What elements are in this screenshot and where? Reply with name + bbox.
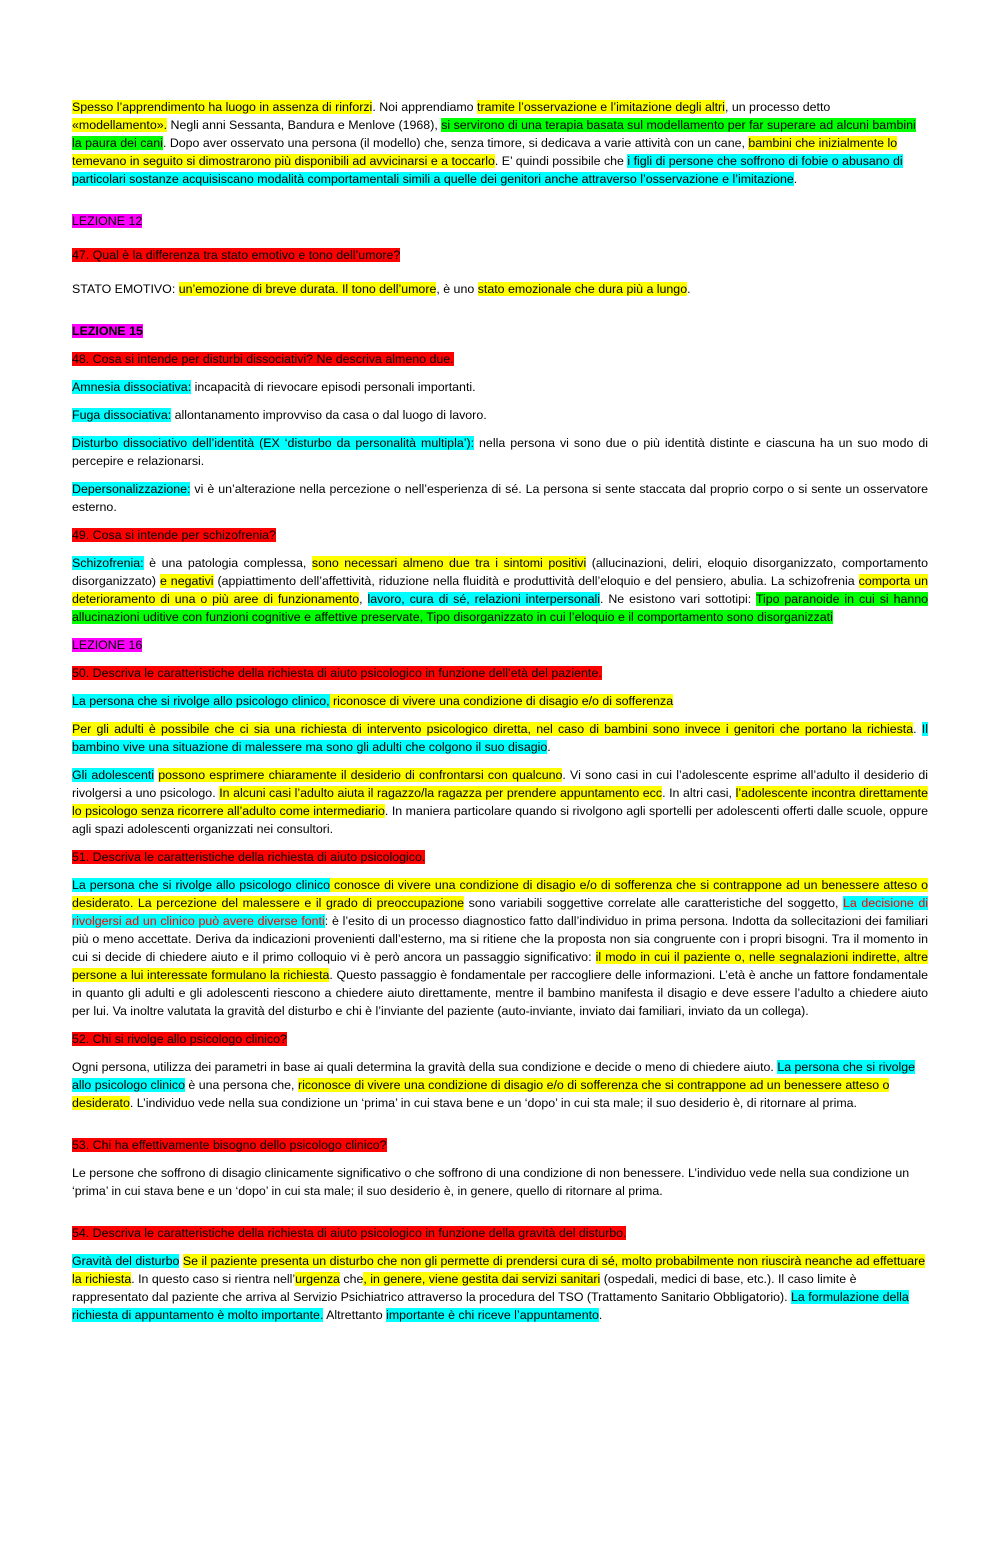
- highlighted-text: il modo in cui il paziente o, nelle segnalazioni indirette, altre persone a lui interessate formulano la richiesta: [72, 950, 928, 982]
- highlighted-text: riconosce di vivere una condizione di disagio e/o di sofferenza: [329, 694, 674, 708]
- highlighted-text: Spesso l’apprendimento ha luogo in assenza di rinforzi: [72, 100, 373, 114]
- highlighted-text: 50. Descriva le caratteristiche della richiesta di aiuto psicologico in funzione dell’età del paziente.: [72, 666, 602, 680]
- highlighted-text: lavoro, cura di sé, relazioni interpersonali: [367, 592, 601, 606]
- paragraph-spacer: [72, 1122, 928, 1136]
- answer-50-intro: [72, 692, 928, 710]
- lesson-16-label: [72, 636, 928, 654]
- highlighted-text: urgenza: [295, 1272, 340, 1286]
- highlighted-text: i figli di persone che soffrono di fobie o abusano di particolari sostanze acquisiscano modalità comportamentali simili a quelle dei genitori anche attraverso l’osservazione e l’imitazione: [72, 154, 903, 186]
- answer-48-depersonalizzazione: [72, 480, 928, 516]
- highlighted-text: La persona che si rivolge allo psicologo clinico,: [72, 694, 330, 708]
- highlighted-text: sono necessari almeno due tra i sintomi positivi: [311, 556, 587, 570]
- highlighted-text: Il bambino vive una situazione di malessere ma sono gli adulti che colgono il suo disagio: [72, 722, 928, 754]
- text-run: è una patologia complessa,: [143, 556, 312, 570]
- document-page: [72, 98, 928, 1334]
- highlighted-text: 54. Descriva le caratteristiche della richiesta di aiuto psicologico in funzione della gravità del disturbo.: [72, 1226, 627, 1240]
- question-47: [72, 246, 928, 264]
- highlighted-text: stato emozionale che dura più a lungo: [477, 282, 688, 296]
- answer-48-amnesia: [72, 378, 928, 396]
- answer-47: [72, 280, 928, 298]
- highlighted-text: conosce di vivere una condizione di disagio e/o di sofferenza che si contrappone ad un benessere atteso o desiderato. La percezione del malessere e il grado di preoccupazione: [72, 878, 929, 910]
- highlighted-text: riconosce di vivere una condizione di disagio e/o di sofferenza che si contrappone ad un benessere atteso o desiderato: [72, 1078, 890, 1110]
- text-run: : è l’esito di un processo diagnostico fatto dall’individuo in prima persona. Indotta da sollecitazioni dei familiari più o meno accettate. Deriva da indicazioni provenienti dall’esterno, ma si ritiene che la proposta non sia congruente con i propri bisogni. Tra il momento in cui si decide di chiedere aiuto e il primo colloquio vi è però ancora un passaggio significativo:: [72, 914, 928, 964]
- text-run: è una persona che,: [184, 1078, 298, 1092]
- text-run: STATO EMOTIVO:: [72, 282, 179, 296]
- lesson-12-label: [72, 212, 928, 230]
- text-run: . In altri casi,: [662, 786, 736, 800]
- paragraph-spacer: [72, 198, 928, 212]
- highlighted-text: LEZIONE 16: [72, 638, 143, 652]
- text-run: sono variabili soggettive correlate alle caratteristiche del soggetto,: [464, 896, 844, 910]
- text-run: . E’ quindi possibile che: [494, 154, 628, 168]
- highlighted-text: Tipo paranoide in cui si hanno allucinazioni uditive con funzioni cognitive e affettive preservate, Tipo disorganizzato in cui l’eloquio e il comportamento sono disorganizzati: [72, 592, 929, 624]
- highlighted-text: Gravità del disturbo: [72, 1254, 180, 1268]
- text-run: (appiattimento dell’affettività, riduzione nella fluidità e produttività dell’eloquio e del pensiero, abulia. La schizofrenia: [213, 574, 859, 588]
- answer-50-adolescenti: [72, 766, 928, 838]
- answer-50-adulti: [72, 720, 928, 756]
- text-run: .: [598, 1308, 603, 1322]
- highlighted-text: Amnesia dissociativa:: [72, 380, 192, 394]
- text-run: . Vi sono casi in cui l’adolescente esprime all’adulto il desiderio di rivolgersi a uno psicologo.: [72, 768, 928, 800]
- answer-48-fuga: [72, 406, 928, 424]
- answer-53: [72, 1164, 928, 1200]
- text-run: . L’individuo vede nella sua condizione un ‘prima’ in cui stava bene e un ‘dopo’ in cui sta male; il suo desiderio è, di ritornare al prima.: [129, 1096, 857, 1110]
- highlighted-text: «modellamento».: [72, 118, 168, 132]
- text-run: ,: [359, 592, 368, 606]
- highlighted-text: comporta un deterioramento di una o più aree di funzionamento: [72, 574, 929, 606]
- highlighted-text: 49. Cosa si intende per schizofrenia?: [72, 528, 276, 542]
- paragraph-spacer: [72, 1210, 928, 1224]
- highlighted-text: 51. Descriva le caratteristiche della richiesta di aiuto psicologico.: [72, 850, 426, 864]
- highlighted-text: importante è chi riceve l’appuntamento: [386, 1308, 599, 1322]
- highlighted-text: Gli adolescenti: [72, 768, 155, 782]
- highlighted-text: Se il paziente presenta un disturbo che non gli permette di prendersi cura di sé, molto probabilmente non riuscirà neanche ad effettuare la richiesta: [72, 1254, 926, 1286]
- question-48: [72, 350, 928, 368]
- highlighted-text: 47. Qual è la differenza tra stato emotivo e tono dell’umore?: [72, 248, 401, 262]
- highlighted-text: Schizofrenia:: [72, 556, 144, 570]
- highlighted-text: Il tono dell’umore: [338, 282, 437, 296]
- text-run: vi è un’alterazione nella percezione o nell’esperienza di sé. La persona si sente staccata dal proprio corpo o si sente un osservatore esterno.: [72, 482, 928, 514]
- text-run: . Ne esistono vari sottotipi:: [600, 592, 756, 606]
- paragraph-spacer: [72, 308, 928, 322]
- highlighted-text: La decisione di rivolgersi ad un clinico può avere diverse fonti: [72, 896, 929, 928]
- text-run: (allucinazioni, deliri, eloquio disorganizzato, comportamento disorganizzato): [72, 556, 928, 588]
- text-run: incapacità di rievocare episodi personali importanti.: [191, 380, 476, 394]
- highlighted-text: Depersonalizzazione:: [72, 482, 191, 496]
- text-run: Le persone che soffrono di disagio clinicamente significativo o che soffrono di una condizione di non benessere. L’individuo vede nella sua condizione un ‘prima’ in cui stava bene e un ‘dopo’ in cui sta male; il suo desiderio è, in genere, quello di ritornare al prima.: [72, 1166, 910, 1198]
- highlighted-text: possono esprimere chiaramente il desiderio di confrontarsi con qualcuno: [158, 768, 563, 782]
- text-run: Ogni persona, utilizza dei parametri in base ai quali determina la gravità della sua condizione e decide o meno di chiedere aiuto.: [72, 1060, 778, 1074]
- highlighted-text: Disturbo dissociativo dell’identità (EX ‘disturbo da personalità multipla’):: [72, 436, 475, 450]
- highlighted-text: Per gli adulti è possibile che ci sia una richiesta di intervento psicologico diretta, nel caso di bambini sono invece i genitori che portano la richiesta: [72, 722, 914, 736]
- question-51: [72, 848, 928, 866]
- highlighted-text: La persona che si rivolge allo psicologo clinico: [72, 878, 331, 892]
- text-run: .: [687, 282, 691, 296]
- highlighted-text: bambini che inizialmente lo temevano in seguito si dimostrarono più disponibili ad avvicinarsi e a toccarlo: [72, 136, 898, 168]
- text-run: (ospedali, medici di base, etc.). Il caso limite è rappresentato dal paziente che arriva al Servizio Psichiatrico attraverso la procedura del TSO (Trattamento Sanitario Obbligatorio).: [72, 1272, 857, 1304]
- intro-paragraph: [72, 98, 928, 188]
- text-run: nella persona vi sono due o più identità distinte e ciascuna ha un suo modo di percepire e relazionarsi.: [72, 436, 928, 468]
- answer-51: [72, 876, 928, 1020]
- highlighted-text: 52. Chi si rivolge allo psicologo clinico?: [72, 1032, 287, 1046]
- highlighted-text: tramite l’osservazione e l’imitazione degli altri: [477, 100, 725, 114]
- answer-54: [72, 1252, 928, 1324]
- text-run: . Noi apprendiamo: [372, 100, 478, 114]
- highlighted-text: La persona che si rivolge allo psicologo clinico: [72, 1060, 916, 1092]
- text-run: , un processo detto: [724, 100, 831, 114]
- answer-48-identita: [72, 434, 928, 470]
- highlighted-text: 48. Cosa si intende per disturbi dissociativi? Ne descriva almeno due.: [72, 352, 454, 366]
- highlighted-text: l’adolescente incontra direttamente lo psicologo senza ricorrere all’adulto come intermediario: [72, 786, 928, 818]
- answer-49: [72, 554, 928, 626]
- highlighted-text: LEZIONE 12: [72, 214, 143, 228]
- text-run: Altrettanto: [323, 1308, 387, 1322]
- answer-52: [72, 1058, 928, 1112]
- question-50: [72, 664, 928, 682]
- lesson-15-label: [72, 322, 928, 340]
- text-run: .: [913, 722, 922, 736]
- highlighted-text: In alcuni casi l’adulto aiuta il ragazzo/la ragazza per prendere appuntamento ecc: [219, 786, 663, 800]
- highlighted-text: e negativi: [159, 574, 214, 588]
- text-run: . In questo caso si rientra nell’: [131, 1272, 296, 1286]
- highlighted-text: un’emozione di breve durata.: [178, 282, 339, 296]
- text-run: Negli anni Sessanta, Bandura e Menlove (1968),: [167, 118, 442, 132]
- text-run: che: [339, 1272, 364, 1286]
- text-run: . In maniera particolare quando si rivolgono agli sportelli per adolescenti offerti dalle scuole, oppure agli spazi adolescenti organizzati nei consultori.: [72, 804, 929, 836]
- text-run: , è uno: [436, 282, 478, 296]
- highlighted-text: Fuga dissociativa:: [72, 408, 172, 422]
- highlighted-text: si servirono di una terapia basata sul modellamento per far superare ad alcuni bambini la paura dei cani: [72, 118, 916, 150]
- text-run: allontanamento improvviso da casa o dal luogo di lavoro.: [171, 408, 487, 422]
- highlighted-text: LEZIONE 15: [72, 324, 143, 338]
- text-run: . Dopo aver osservato una persona (il modello) che, senza timore, si dedicava a varie attività con un cane,: [162, 136, 749, 150]
- question-54: [72, 1224, 928, 1242]
- question-49: [72, 526, 928, 544]
- highlighted-text: , in genere, viene gestita dai servizi sanitari: [363, 1272, 601, 1286]
- text-run: .: [793, 172, 798, 186]
- text-run: .: [547, 740, 551, 754]
- highlighted-text: La formulazione della richiesta di appuntamento è molto importante.: [72, 1290, 909, 1322]
- highlighted-text: 53. Chi ha effettivamente bisogno dello psicologo clinico?: [72, 1138, 387, 1152]
- text-run: . Questo passaggio è fondamentale per raccogliere delle informazioni. L’età è anche un fattore fondamentale in quanto gli adulti e gli adolescenti riescono a chiedere aiuto direttamente, mentre il bambino manifesta il disagio e deve essere l’adulto a chiedere aiuto per lui. Va inoltre valutata la gravità del disturbo e chi è l’inviante del paziente (auto-inviante, inviato dai familiari, inviato da un collega).: [72, 968, 928, 1018]
- question-52: [72, 1030, 928, 1048]
- question-53: [72, 1136, 928, 1154]
